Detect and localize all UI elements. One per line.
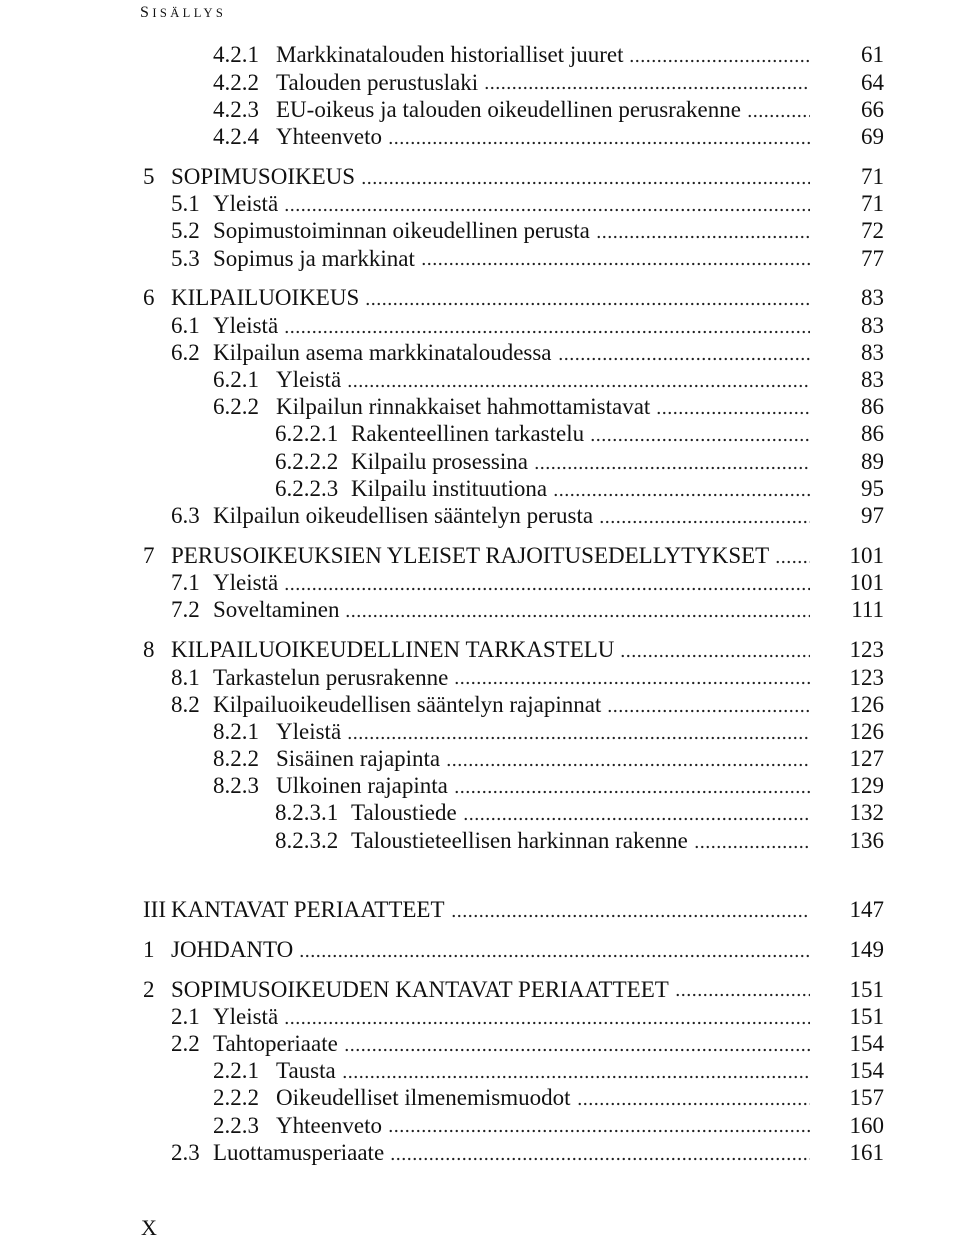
toc-entry	[143, 448, 884, 475]
toc-entry	[143, 41, 884, 68]
toc-entry	[143, 163, 884, 190]
toc-entry-number: 4.2.3	[213, 96, 259, 122]
toc-entry	[143, 1084, 884, 1111]
dot-leader	[388, 141, 810, 145]
dot-leader	[775, 560, 810, 564]
toc-entry-page: 157	[849, 1085, 884, 1111]
toc-entry-title: Sisäinen rajapinta	[276, 746, 441, 772]
toc-entry-number: 8.2.3.1	[275, 800, 339, 826]
toc-entry-number: 6.2.2.3	[275, 475, 339, 501]
toc-entry-number: 6	[143, 285, 155, 311]
toc-entry-title: Yleistä	[213, 570, 279, 596]
toc-entry-number: 8.2.2	[213, 746, 259, 772]
toc-entry-page: 123	[849, 637, 884, 663]
toc-entry	[143, 69, 884, 96]
dot-leader	[599, 520, 810, 524]
dot-leader	[577, 1102, 811, 1106]
toc-entry-title: Kilpailun rinnakkaiset hahmottamistavat	[276, 394, 651, 420]
toc-entry-page: 151	[849, 976, 884, 1002]
toc-entry-page: 86	[861, 394, 884, 420]
toc-entry	[143, 1030, 884, 1057]
dot-leader	[620, 654, 810, 658]
toc-entry-number: 2	[143, 976, 155, 1002]
dot-leader	[553, 493, 810, 497]
dot-leader	[347, 736, 810, 740]
toc-entry-page: 129	[849, 773, 884, 799]
dot-leader	[656, 411, 810, 415]
dot-leader	[607, 709, 810, 713]
dot-leader	[388, 1129, 810, 1133]
dot-leader	[596, 235, 810, 239]
toc-entry-title: Yleistä	[276, 367, 342, 393]
toc-entry-number: 5.1	[171, 191, 200, 217]
dot-leader	[299, 954, 810, 958]
toc-entry	[143, 475, 884, 502]
toc-entry	[143, 936, 884, 963]
toc-entry-title: Kilpailun oikeudellisen sääntelyn perusta	[213, 502, 594, 528]
toc-entry-number: 8	[143, 637, 155, 663]
dot-leader	[694, 845, 810, 849]
toc-entry-number: 8.1	[171, 664, 200, 690]
toc-part	[143, 41, 884, 853]
toc-entry-page: 83	[861, 367, 884, 393]
toc-entry-page: 126	[849, 718, 884, 744]
toc-entry-number: 1	[143, 936, 155, 962]
toc-entry	[143, 123, 884, 150]
toc-entry-title: JOHDANTO	[171, 936, 294, 962]
toc-entry-number: 6.2	[171, 339, 200, 365]
dot-leader	[747, 114, 810, 118]
toc-chapter-group	[143, 976, 884, 1166]
toc-entry-title: Taloustiede	[351, 800, 457, 826]
toc-entry-title: Tarkastelun perusrakenne	[213, 664, 449, 690]
toc-entry-page: 69	[861, 123, 884, 149]
toc-entry-title: Yleistä	[213, 191, 279, 217]
dot-leader	[284, 208, 810, 212]
toc-entry-title: Talouden perustuslaki	[276, 69, 479, 95]
toc-entry-page: 161	[849, 1139, 884, 1165]
toc-entry-number: 4.2.1	[213, 42, 259, 68]
toc-entry-number: 6.2.2.1	[275, 421, 339, 447]
dot-leader	[558, 357, 810, 361]
toc-entry-page: 149	[849, 936, 884, 962]
toc-entry-title: KANTAVAT PERIAATTEET	[171, 896, 445, 922]
dot-leader	[454, 790, 810, 794]
dot-leader	[365, 302, 810, 306]
toc-entry-number: 5	[143, 163, 155, 189]
toc-chapter-group	[143, 542, 884, 624]
toc-entry-page: 72	[861, 218, 884, 244]
dot-leader	[463, 817, 810, 821]
toc-entry-page: 77	[861, 245, 884, 271]
toc-entry-page: 95	[861, 475, 884, 501]
toc-entry-number: 6.2.1	[213, 367, 259, 393]
toc-entry-number: 8.2	[171, 691, 200, 717]
toc-entry-number: 2.2.1	[213, 1058, 259, 1084]
toc-entry-number: 5.3	[171, 245, 200, 271]
page-number: X	[141, 1215, 157, 1240]
toc-chapter-group	[143, 284, 884, 529]
dot-leader	[590, 438, 810, 442]
toc-entry	[143, 1057, 884, 1084]
toc-entry	[143, 569, 884, 596]
toc-entry	[143, 976, 884, 1003]
toc-entry-title: Kilpailu prosessina	[351, 448, 528, 474]
toc-entry-page: 147	[849, 896, 884, 922]
toc-entry-title: Markkinatalouden historialliset juuret	[276, 42, 624, 68]
toc-entry	[143, 664, 884, 691]
toc-chapter-group	[143, 896, 884, 923]
toc-entry-number: III	[143, 896, 166, 922]
toc-entry	[143, 718, 884, 745]
toc-entry-number: 6.2.2.2	[275, 448, 339, 474]
running-header: SISÄLLYS	[140, 4, 227, 21]
toc-entry-page: 61	[861, 42, 884, 68]
toc-entry-number: 2.2.2	[213, 1085, 259, 1111]
toc-entry-page: 83	[861, 285, 884, 311]
toc-entry-title: KILPAILUOIKEUS	[171, 285, 360, 311]
dot-leader	[347, 384, 810, 388]
toc-entry-number: 6.3	[171, 502, 200, 528]
toc-entry-page: 101	[849, 542, 884, 568]
toc-entry-page: 132	[849, 800, 884, 826]
toc-entry-number: 4.2.4	[213, 123, 259, 149]
toc-chapter-group	[143, 163, 884, 272]
dot-leader	[421, 262, 810, 266]
toc-entry-title: Tausta	[276, 1058, 336, 1084]
toc-entry-title: SOPIMUSOIKEUDEN KANTAVAT PERIAATTEET	[171, 976, 669, 1002]
dot-leader	[390, 1157, 810, 1161]
toc-entry-number: 8.2.1	[213, 718, 259, 744]
toc-entry	[143, 312, 884, 339]
toc-entry-page: 97	[861, 502, 884, 528]
dot-leader	[284, 330, 810, 334]
dot-leader	[629, 59, 810, 63]
toc-entry	[143, 366, 884, 393]
toc-entry-title: Ulkoinen rajapinta	[276, 773, 448, 799]
toc-entry	[143, 1003, 884, 1030]
toc-chapter-group	[143, 41, 884, 150]
toc-entry	[143, 636, 884, 663]
toc-entry-number: 2.2	[171, 1030, 200, 1056]
toc-entry-title: KILPAILUOIKEUDELLINEN TARKASTELU	[171, 637, 615, 663]
toc-entry-title: SOPIMUSOIKEUS	[171, 163, 356, 189]
toc-entry-title: Rakenteellinen tarkastelu	[351, 421, 585, 447]
toc-entry	[143, 799, 884, 826]
toc-entry-number: 8.2.3	[213, 773, 259, 799]
table-of-contents	[143, 41, 884, 1166]
toc-entry-title: Yleistä	[276, 718, 342, 744]
toc-entry-title: Sopimus ja markkinat	[213, 245, 415, 271]
toc-entry-title: Sopimustoiminnan oikeudellinen perusta	[213, 218, 590, 244]
toc-entry-title: Taloustieteellisen harkinnan rakenne	[351, 827, 688, 853]
toc-entry-page: 89	[861, 448, 884, 474]
toc-entry-page: 71	[861, 191, 884, 217]
toc-entry-title: Yhteenveto	[276, 1112, 383, 1138]
dot-leader	[284, 587, 810, 591]
toc-entry-number: 8.2.3.2	[275, 827, 339, 853]
dot-leader	[454, 681, 810, 685]
toc-entry	[143, 896, 884, 923]
toc-entry-page: 126	[849, 691, 884, 717]
toc-entry	[143, 772, 884, 799]
toc-entry	[143, 596, 884, 623]
toc-entry-number: 4.2.2	[213, 69, 259, 95]
toc-entry-number: 7	[143, 542, 155, 568]
toc-entry-title: Kilpailu instituutiona	[351, 475, 548, 501]
toc-entry	[143, 245, 884, 272]
toc-entry-number: 2.2.3	[213, 1112, 259, 1138]
toc-entry-title: Kilpailuoikeudellisen sääntelyn rajapinnat	[213, 691, 602, 717]
dot-leader	[284, 1021, 810, 1025]
toc-entry-page: 83	[861, 339, 884, 365]
toc-entry-number: 5.2	[171, 218, 200, 244]
toc-entry	[143, 502, 884, 529]
toc-entry-title: Yhteenveto	[276, 123, 383, 149]
toc-entry	[143, 691, 884, 718]
dot-leader	[451, 914, 810, 918]
toc-entry-number: 7.1	[171, 570, 200, 596]
dot-leader	[675, 993, 810, 997]
toc-entry-title: Soveltaminen	[213, 597, 340, 623]
toc-entry-number: 6.2.2	[213, 394, 259, 420]
dot-leader	[484, 86, 810, 90]
dot-leader	[345, 614, 810, 618]
toc-entry-page: 86	[861, 421, 884, 447]
toc-entry	[143, 217, 884, 244]
toc-entry	[143, 190, 884, 217]
toc-entry	[143, 827, 884, 854]
dot-leader	[342, 1075, 810, 1079]
toc-entry-page: 83	[861, 312, 884, 338]
toc-entry-page: 71	[861, 163, 884, 189]
toc-entry-page: 154	[849, 1030, 884, 1056]
toc-entry-number: 2.3	[171, 1139, 200, 1165]
toc-entry-title: Yleistä	[213, 1003, 279, 1029]
toc-entry-page: 154	[849, 1058, 884, 1084]
dot-leader	[361, 181, 810, 185]
dot-leader	[534, 466, 810, 470]
toc-entry-page: 64	[861, 69, 884, 95]
toc-entry	[143, 420, 884, 447]
toc-entry	[143, 96, 884, 123]
toc-entry-page: 66	[861, 96, 884, 122]
toc-entry	[143, 393, 884, 420]
toc-entry-page: 160	[849, 1112, 884, 1138]
dot-leader	[446, 763, 810, 767]
toc-chapter-group	[143, 636, 884, 854]
toc-entry-page: 136	[849, 827, 884, 853]
toc-entry-page: 111	[851, 597, 884, 623]
toc-entry-title: Tahtoperiaate	[213, 1030, 338, 1056]
toc-entry	[143, 745, 884, 772]
toc-entry-title: Kilpailun asema markkinataloudessa	[213, 339, 552, 365]
toc-entry-title: Luottamusperiaate	[213, 1139, 385, 1165]
toc-entry-page: 101	[849, 570, 884, 596]
toc-entry-page: 123	[849, 664, 884, 690]
toc-entry	[143, 339, 884, 366]
toc-chapter-group	[143, 936, 884, 963]
toc-entry-title: Oikeudelliset ilmenemismuodot	[276, 1085, 571, 1111]
toc-entry	[143, 542, 884, 569]
toc-entry-page: 151	[849, 1003, 884, 1029]
toc-entry-title: Yleistä	[213, 312, 279, 338]
toc-entry	[143, 1112, 884, 1139]
toc-entry	[143, 284, 884, 311]
toc-part	[143, 896, 884, 1166]
toc-entry-page: 127	[849, 746, 884, 772]
toc-entry-number: 2.1	[171, 1003, 200, 1029]
dot-leader	[344, 1048, 810, 1052]
toc-entry-title: EU-oikeus ja talouden oikeudellinen perusrakenne	[276, 96, 741, 122]
toc-entry-number: 6.1	[171, 312, 200, 338]
toc-entry-number: 7.2	[171, 597, 200, 623]
toc-entry-title: PERUSOIKEUKSIEN YLEISET RAJOITUSEDELLYTYKSET	[171, 542, 770, 568]
toc-entry	[143, 1139, 884, 1166]
